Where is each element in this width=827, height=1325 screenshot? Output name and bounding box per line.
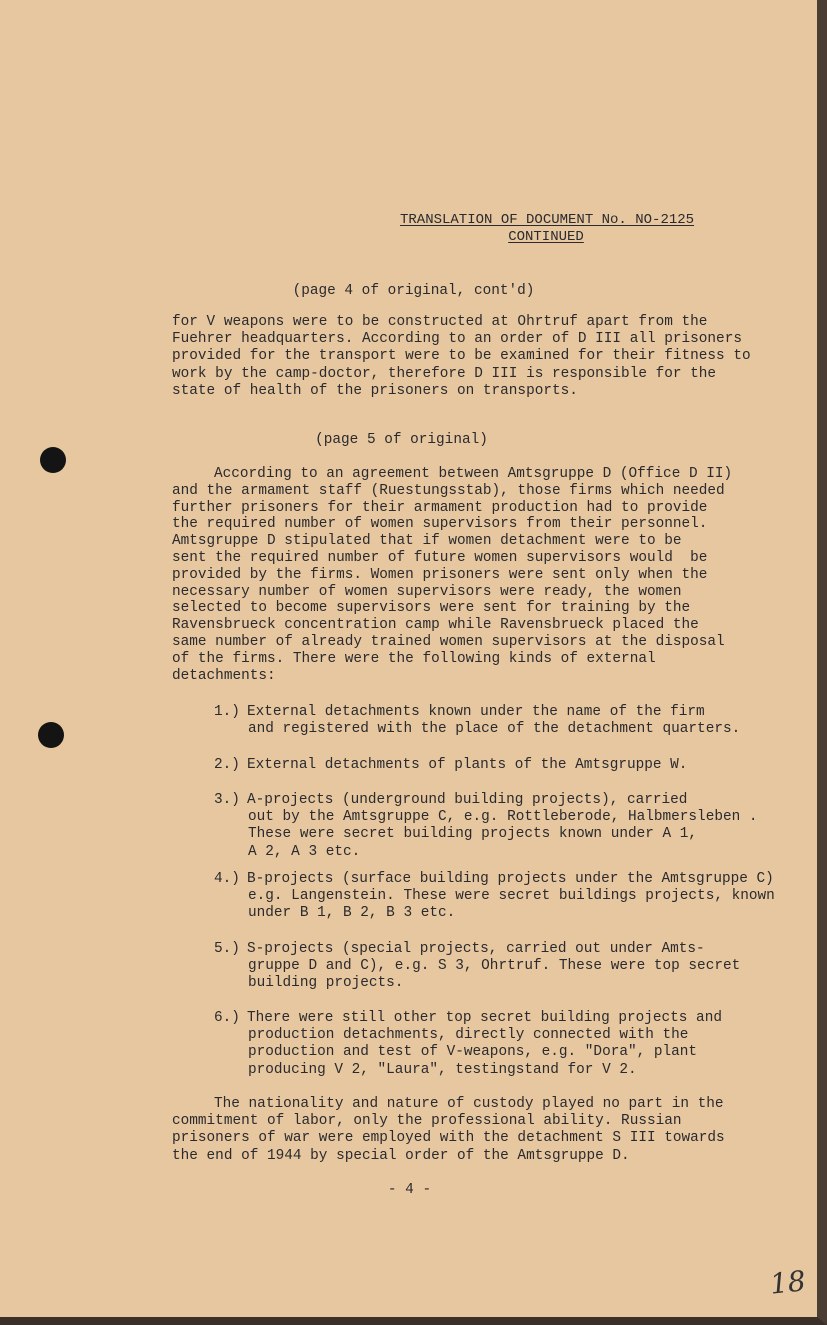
document-title xyxy=(400,212,695,246)
text-line: These were secret building projects known under A 1, xyxy=(248,826,698,843)
text-line: commitment of labor, only the professional ability. Russian xyxy=(172,1113,682,1130)
list-item-number: 5.) xyxy=(214,941,240,957)
text-line: work by the camp-doctor, therefore D III is responsible for the xyxy=(172,365,717,382)
text-line: A-projects (underground building projects), carried xyxy=(247,792,688,808)
text-line: same number of already trained women supervisors at the disposal xyxy=(172,634,725,650)
list-item-number: 6.) xyxy=(214,1010,240,1026)
handwritten-folio: 18 xyxy=(768,1264,808,1301)
text-line: provided for the transport were to be examined for their fitness to xyxy=(172,348,751,365)
text-line: the required number of women supervisors from their personnel. xyxy=(172,516,708,533)
page-number: - 4 - xyxy=(387,1182,432,1198)
text-line: state of health of the prisoners on transports. xyxy=(172,382,578,399)
text-line: provided by the firms. Women prisoners were sent only when the xyxy=(172,566,708,583)
text-line: of the firms. There were the following kinds of external xyxy=(172,650,656,667)
text-line: According to an agreement between Amtsgruppe D (Office D II) xyxy=(214,466,733,482)
text-line: The nationality and nature of custody played no part in the xyxy=(214,1096,724,1112)
text-line: Ravensbrueck concentration camp while Ravensbrueck placed the xyxy=(172,617,699,634)
title-continued: CONTINUED xyxy=(508,229,584,245)
punch-hole-bottom xyxy=(38,722,64,748)
text-line: production detachments, directly connected with the xyxy=(248,1027,689,1044)
text-line: further prisoners for their armament production had to provide xyxy=(172,499,708,516)
text-line: the end of 1944 by special order of the Amtsgruppe D. xyxy=(172,1147,630,1164)
text-line: e.g. Langenstein. These were secret buildings projects, known xyxy=(248,888,775,905)
text-line: gruppe D and C), e.g. S 3, Ohrtruf. These were top secret xyxy=(248,958,741,975)
list-item-number: 3.) xyxy=(214,792,240,808)
text-line: There were still other top secret building projects and xyxy=(247,1010,722,1026)
title-line: TRANSLATION OF DOCUMENT No. NO-2125 xyxy=(400,212,695,228)
punch-hole-top xyxy=(40,447,66,473)
text-line: for V weapons were to be constructed at Ohrtruf apart from the xyxy=(172,314,708,330)
text-line: production and test of V-weapons, e.g. "Dora", plant xyxy=(248,1044,698,1061)
text-line: S-projects (special projects, carried out under Amts- xyxy=(247,941,705,957)
text-line: A 2, A 3 etc. xyxy=(248,843,361,860)
text-line: and registered with the place of the detachment quarters. xyxy=(248,721,741,738)
text-line: External detachments of plants of the Amtsgruppe W. xyxy=(247,757,688,773)
list-item-number: 2.) xyxy=(214,757,240,773)
page5-heading: (page 5 of original) xyxy=(315,432,488,448)
text-line: sent the required number of future women supervisors would be xyxy=(172,550,708,566)
text-line: detachments: xyxy=(172,667,276,684)
text-line: Fuehrer headquarters. According to an order of D III all prisoners xyxy=(172,331,742,348)
text-line: necessary number of women supervisors were ready, the women xyxy=(172,583,682,600)
text-line: and the armament staff (Ruestungsstab), those firms which needed xyxy=(172,482,725,499)
text-line: under B 1, B 2, B 3 etc. xyxy=(248,905,456,922)
text-line: out by the Amtsgruppe C, e.g. Rottleberode, Halbmersleben . xyxy=(248,809,758,826)
page4-heading: (page 4 of original, cont'd) xyxy=(292,283,535,299)
text-line: prisoners of war were employed with the detachment S III towards xyxy=(172,1130,725,1147)
list-item-number: 1.) xyxy=(214,704,240,720)
text-line: building projects. xyxy=(248,975,404,992)
text-line: producing V 2, "Laura", testingstand for V 2. xyxy=(248,1061,637,1078)
text-line: B-projects (surface building projects under the Amtsgruppe C) xyxy=(247,871,774,887)
list-item-number: 4.) xyxy=(214,871,240,887)
text-line: Amtsgruppe D stipulated that if women detachment were to be xyxy=(172,533,682,550)
text-line: selected to become supervisors were sent for training by the xyxy=(172,600,691,617)
text-line: External detachments known under the name of the firm xyxy=(247,704,705,720)
